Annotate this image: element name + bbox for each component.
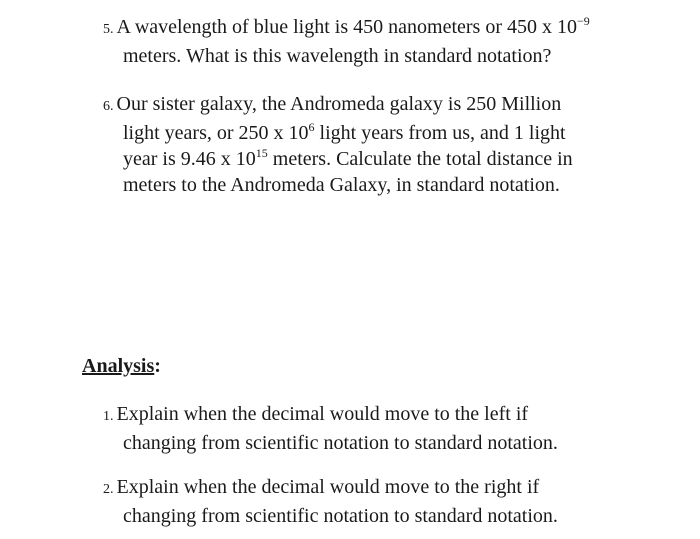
analysis-item-2-line-2: changing from scientific notation to standard notation. xyxy=(123,505,558,527)
question-text: meters. Calculate the total distance in xyxy=(267,148,573,170)
question-6-line-4: meters to the Andromeda Galaxy, in standard notation. xyxy=(123,174,560,196)
question-6-line-1 xyxy=(103,91,663,120)
question-text: light years, or 250 x 10 xyxy=(123,122,309,144)
exponent: 15 xyxy=(255,146,268,160)
question-6 xyxy=(103,91,663,198)
question-number: 5. xyxy=(103,22,114,37)
question-text: A wavelength of blue light is 450 nanometers or 450 x 10 xyxy=(116,16,577,38)
item-text: Explain when the decimal would move to the left if xyxy=(116,403,529,425)
analysis-heading xyxy=(82,353,161,379)
question-6-line-2 xyxy=(103,120,663,146)
item-number: 2. xyxy=(103,482,114,497)
question-text: year is 9.46 x 10 xyxy=(123,148,256,170)
question-5-line-2: meters. What is this wavelength in standard notation? xyxy=(123,45,552,67)
question-5-line-1 xyxy=(103,14,663,43)
analysis-item-1 xyxy=(103,401,663,456)
analysis-heading-colon: : xyxy=(154,355,161,377)
question-5 xyxy=(103,14,663,69)
analysis-heading-text: Analysis xyxy=(82,355,155,377)
item-number: 1. xyxy=(103,409,114,424)
analysis-item-1-line-2: changing from scientific notation to standard notation. xyxy=(123,432,558,454)
analysis-item-1-line-1 xyxy=(103,401,663,430)
analysis-item-2-line-1 xyxy=(103,474,663,503)
exponent: −9 xyxy=(576,14,590,28)
question-6-line-3 xyxy=(103,146,663,172)
question-text: light years from us, and 1 light xyxy=(314,122,566,144)
analysis-item-2 xyxy=(103,474,663,529)
item-text: Explain when the decimal would move to the right if xyxy=(116,476,540,498)
question-text: Our sister galaxy, the Andromeda galaxy is 250 Million xyxy=(116,93,562,115)
exponent: 6 xyxy=(308,120,315,134)
question-number: 6. xyxy=(103,99,114,114)
